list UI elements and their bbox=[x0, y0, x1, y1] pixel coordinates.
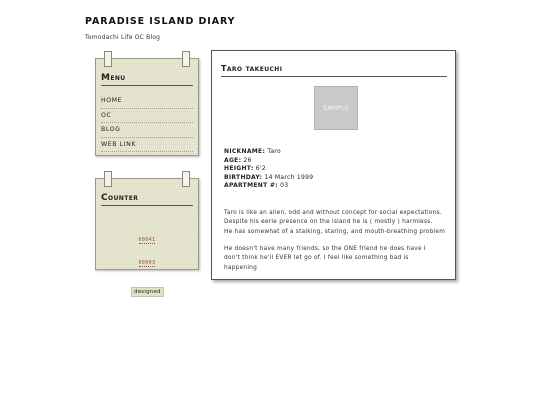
post-title: Taro takeuchi bbox=[221, 64, 447, 77]
stat-height: HEIGHT: 6'2 bbox=[224, 165, 266, 173]
site-subtitle: Tomodachi Life OC Blog bbox=[85, 34, 161, 41]
menu-item-blog[interactable]: BLOG bbox=[101, 123, 193, 138]
stat-nickname: NICKNAME: Taro bbox=[224, 148, 281, 155]
counter-values bbox=[96, 226, 198, 272]
menu-item-home[interactable]: HOME bbox=[101, 94, 193, 109]
bio-line: happening bbox=[224, 264, 258, 271]
post-panel bbox=[211, 50, 456, 280]
counter-total: 00041 bbox=[138, 238, 156, 243]
bio-paragraph bbox=[224, 209, 450, 237]
bio-line: He has somewhat of a stalking, staring, and mouth-breathing problem bbox=[224, 228, 446, 235]
tape-icon bbox=[104, 171, 112, 187]
menu-list bbox=[101, 94, 193, 152]
stat-apartment: APARTMENT #: 03 bbox=[224, 182, 289, 190]
sample-image bbox=[314, 86, 358, 130]
menu-widget bbox=[95, 58, 199, 156]
sample-image-label: SAMPLE bbox=[322, 104, 350, 112]
bio-line: don't think he'll EVER let go of. I feel like something bad is bbox=[224, 255, 409, 262]
menu-item-oc[interactable]: OC bbox=[101, 109, 193, 124]
counter-today: 00003 bbox=[138, 261, 156, 266]
bio-line: Taro is like an alien, odd and without concept for social expectations. bbox=[224, 210, 442, 216]
counter-widget bbox=[95, 178, 199, 270]
menu-heading: Menu bbox=[101, 73, 193, 86]
profile-stats bbox=[224, 148, 313, 191]
bio-paragraph bbox=[224, 245, 450, 273]
tape-icon bbox=[182, 51, 190, 67]
counter-heading: Counter bbox=[101, 193, 193, 206]
stat-birthday: BIRTHDAY: 14 March 1999 bbox=[224, 173, 314, 181]
tape-icon bbox=[104, 51, 112, 67]
designed-badge[interactable]: designed bbox=[131, 287, 164, 297]
bio-line: Despite his eerie presence on the island he is ( mostly ) harmless. bbox=[224, 219, 433, 226]
menu-item-web-link[interactable]: WEB LINK bbox=[101, 138, 193, 153]
tape-icon bbox=[182, 171, 190, 187]
bio-line: He doesn't have many friends, so the ONE friend he does have I bbox=[224, 246, 426, 252]
site-title: PARADISE ISLAND DIARY bbox=[85, 16, 236, 27]
stat-age: AGE: 26 bbox=[224, 156, 252, 164]
